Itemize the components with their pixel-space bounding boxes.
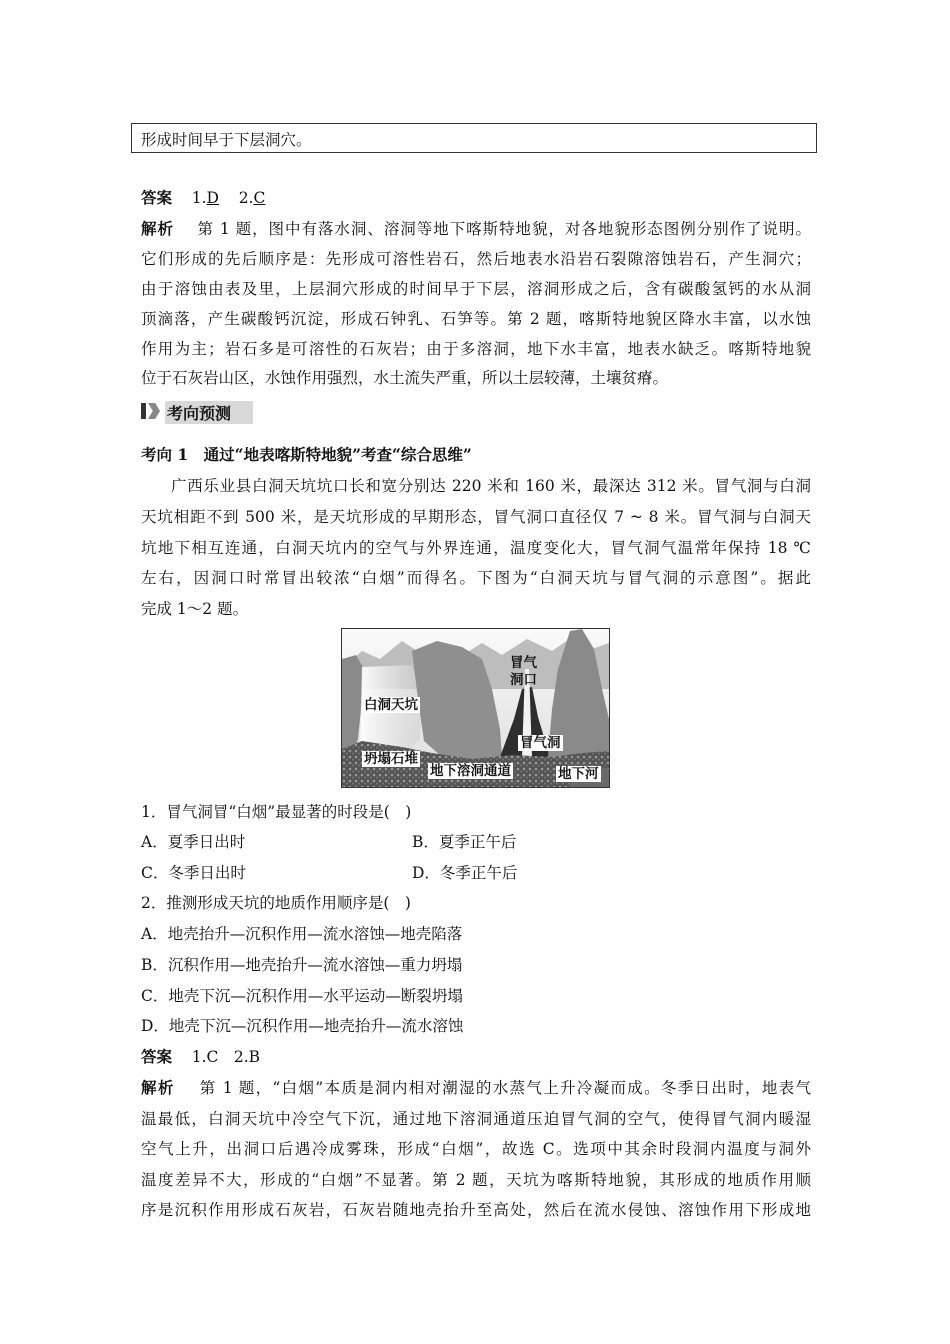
analysis-2-line-5: 序是沉积作用形成石灰岩，石灰岩随地壳抬升至高处，然后在流水侵蚀、溶蚀作用下形成地 bbox=[141, 1201, 811, 1219]
topic-heading: 考向 1 通过“地表喀斯特地貌”考查“综合思维” bbox=[141, 445, 472, 464]
label-collapse: 坍塌石堆 bbox=[364, 751, 418, 767]
analysis-label: 解析 bbox=[141, 219, 174, 238]
section-arrow-icon bbox=[148, 403, 160, 419]
label-channel: 地下溶洞通道 bbox=[430, 763, 511, 779]
analysis-2-line-3: 空气上升，出洞口后遇冷成雾珠，形成“白烟”，故选 C。选项中其余时段洞内温度与洞外 bbox=[141, 1140, 811, 1158]
answer-2-text: 1.C 2.B bbox=[191, 1048, 261, 1066]
q2-option-b: B．沉积作用—地壳抬升—流水溶蚀—重力坍塌 bbox=[141, 956, 463, 974]
analysis-2-line-2: 温最低，白洞天坑中冷空气下沉，通过地下溶洞通道压迫冒气洞的空气，使得冒气洞内暖湿 bbox=[141, 1110, 811, 1128]
passage-line-2: 天坑相距不到 500 米，是天坑形成的早期形态，冒气洞口直径仅 7 ~ 8 米。冒气洞与白洞天 bbox=[141, 508, 811, 526]
analysis-1-line-5: 作用为主；岩石多是可溶性的石灰岩；由于多溶洞，地下水丰富，地表水缺乏。喀斯特地貌 bbox=[141, 340, 811, 358]
answer-2-number: 2. bbox=[238, 189, 254, 207]
label-tiankeng: 白洞天坑 bbox=[364, 697, 418, 713]
passage-line-1: 广西乐业县白洞天坑坑口长和宽分别达 220 米和 160 米，最深达 312 米。冒气洞与白洞 bbox=[171, 477, 811, 495]
analysis-1-line-2: 它们形成的先后顺序是：先形成可溶性岩石，然后地表水沿岩石裂隙溶蚀岩石，产生洞穴； bbox=[141, 250, 811, 268]
label-vent-2: 洞口 bbox=[510, 672, 537, 688]
section-title: 考向预测 bbox=[165, 401, 253, 424]
analysis-2-line-1: 解析 第 1 题，“白烟”本质是洞内相对潮湿的水蒸气上升冷凝而成。冬季日出时，地表气 bbox=[141, 1078, 811, 1097]
answer-line-2 bbox=[141, 1045, 260, 1067]
label-maoqidong: 冒气洞 bbox=[520, 735, 561, 751]
tiankeng-diagram bbox=[341, 628, 610, 788]
passage-line-4: 左右，因洞口时常冒出较浓“白烟”而得名。下图为“白洞天坑与冒气洞的示意图”。据此 bbox=[141, 569, 811, 587]
q2-option-a: A．地壳抬升—沉积作用—流水溶蚀—地壳陷落 bbox=[141, 925, 463, 943]
section-marker-icon bbox=[141, 403, 146, 419]
q1-option-b: B．夏季正午后 bbox=[412, 833, 517, 851]
analysis-1-line-4: 顶滴落，产生碳酸钙沉淀，形成石钟乳、石笋等。第 2 题，喀斯特地貌区降水丰富，以水蚀 bbox=[141, 310, 811, 328]
q1-option-a: A．夏季日出时 bbox=[141, 833, 246, 851]
passage-line-3: 坑地下相互连通，白洞天坑内的空气与外界连通，温度变化大，冒气洞气温常年保持 18 ℃ bbox=[141, 539, 811, 557]
answer-label: 答案 bbox=[141, 188, 173, 207]
boxed-text-frame bbox=[131, 123, 817, 153]
answer-2-label: 答案 bbox=[141, 1047, 173, 1066]
label-vent-1: 冒气 bbox=[510, 655, 537, 671]
answer-1-value: D bbox=[206, 189, 219, 207]
passage-line-5: 完成 1～2 题。 bbox=[141, 600, 249, 618]
analysis-2-label: 解析 bbox=[141, 1078, 175, 1097]
q2-option-d: D．地壳下沉—沉积作用—地壳抬升—流水溶蚀 bbox=[141, 1017, 464, 1035]
q2-stem: 2．推测形成天坑的地质作用顺序是( ) bbox=[141, 894, 411, 912]
answer-2-value: C bbox=[253, 189, 266, 207]
q1-option-c: C．冬季日出时 bbox=[141, 864, 246, 882]
boxed-text: 形成时间早于下层洞穴。 bbox=[141, 131, 312, 149]
analysis-1-line-1: 解析 第 1 题，图中有落水洞、溶洞等地下喀斯特地貌，对各地貌形态图例分别作了说明。 bbox=[141, 219, 811, 238]
q2-option-c: C．地壳下沉—沉积作用—水平运动—断裂坍塌 bbox=[141, 987, 463, 1005]
analysis-1-line-6: 位于石灰岩山区，水蚀作用强烈，水土流失严重，所以土层较薄，土壤贫瘠。 bbox=[141, 369, 669, 387]
answer-1-number: 1. bbox=[191, 189, 207, 207]
q1-option-d: D．冬季正午后 bbox=[412, 864, 518, 882]
label-river: 地下河 bbox=[558, 766, 599, 782]
analysis-1-line-3: 由于溶蚀由表及里，上层洞穴形成的时间早于下层，溶洞形成之后，含有碳酸氢钙的水从洞 bbox=[141, 280, 811, 298]
analysis-2-line-4: 温度差异不大，形成的“白烟”不显著。第 2 题，天坑为喀斯特地貌，其形成的地质作用顺 bbox=[141, 1171, 811, 1189]
q1-stem: 1．冒气洞冒“白烟”最显著的时段是( ) bbox=[141, 803, 412, 821]
answer-line-1 bbox=[141, 186, 265, 208]
